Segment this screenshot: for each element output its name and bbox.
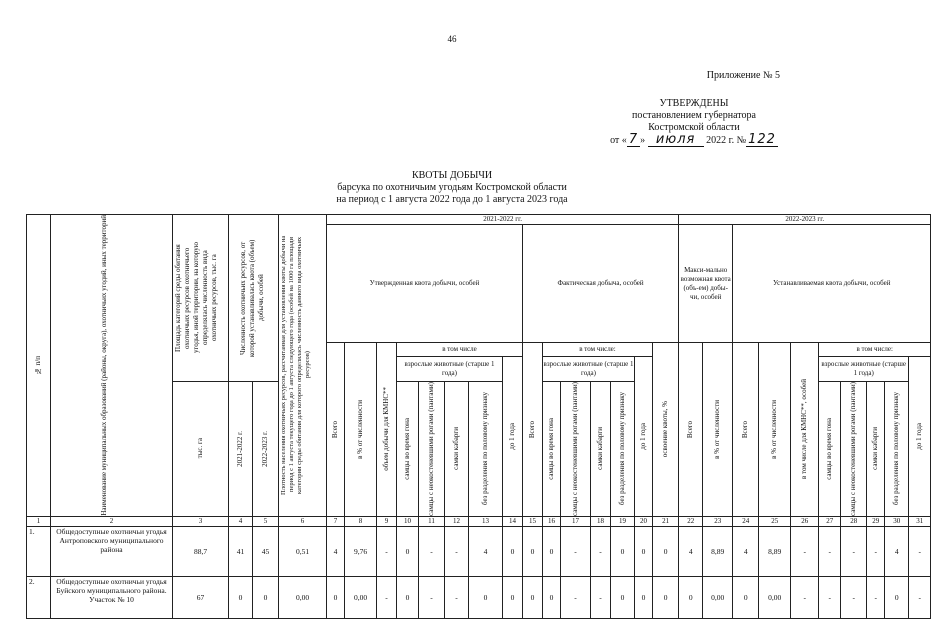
table-cell: -: [867, 576, 885, 618]
table-cell: -: [791, 576, 819, 618]
column-number: 14: [503, 516, 523, 526]
hdr-adults-1: взрослые животные (старше 1 года): [397, 357, 503, 381]
column-number: 7: [327, 516, 345, 526]
table-cell: 0: [327, 576, 345, 618]
row-name: Общедоступные охотничьи угодья Антроповского муниципального района: [51, 526, 173, 576]
hdr-pop-2022: 2022-2023 г.: [253, 381, 279, 516]
column-number: 26: [791, 516, 819, 526]
column-number: 9: [377, 516, 397, 526]
table-cell: 88,7: [173, 526, 229, 576]
column-number: 23: [703, 516, 733, 526]
quota-table: [26, 214, 931, 619]
hdr-pop-2021: 2021-2022 г.: [229, 381, 253, 516]
table-cell: 0: [635, 576, 653, 618]
approval-title: УТВЕРЖДЕНЫ: [659, 98, 729, 109]
handwritten-day: 7: [628, 132, 639, 147]
table-cell: -: [419, 576, 445, 618]
column-number: 15: [523, 516, 543, 526]
column-number: 4: [229, 516, 253, 526]
table-cell: 67: [173, 576, 229, 618]
table-cell: -: [791, 526, 819, 576]
table-cell: -: [419, 526, 445, 576]
hdr-total-3: Всего: [679, 343, 703, 517]
approval-date: от « 7 » июля 2022 г. № 122: [610, 132, 776, 147]
page-number: 46: [447, 34, 457, 44]
table-cell: 0: [653, 526, 679, 576]
column-number: 20: [635, 516, 653, 526]
hdr-pct-1: в % от численности: [345, 343, 377, 517]
table-cell: 0,00: [279, 576, 327, 618]
table-cell: -: [841, 576, 867, 618]
table-cell: 0: [543, 526, 561, 576]
table-cell: 0: [885, 576, 909, 618]
column-number: 22: [679, 516, 703, 526]
hdr-usage: освоение квоты, %: [653, 343, 679, 517]
table-cell: 41: [229, 526, 253, 576]
table-cell: 0: [503, 526, 523, 576]
hdr-nosex-2: без разделения по половому признаку: [611, 381, 635, 516]
document-title: [0, 170, 904, 206]
column-number: 1: [27, 516, 51, 526]
table-cell: -: [841, 526, 867, 576]
table-cell: 0,51: [279, 526, 327, 576]
data-rows: [27, 526, 931, 618]
table-cell: -: [591, 576, 611, 618]
column-number: 10: [397, 516, 419, 526]
hdr-under1-1: до 1 года: [503, 357, 523, 516]
hdr-incl-4: в том числе:: [819, 343, 931, 357]
table-cell: 8,89: [703, 526, 733, 576]
column-number: 30: [885, 516, 909, 526]
column-number: 28: [841, 516, 867, 526]
column-number: 19: [611, 516, 635, 526]
table-cell: -: [591, 526, 611, 576]
hdr-incl-2: в том числе:: [543, 343, 653, 357]
title-line3: на период с 1 августа 2022 года до 1 августа 2023 года: [336, 194, 568, 205]
approval-line2: Костромской области: [648, 122, 740, 133]
approval-line1: постановлением губернатора: [632, 110, 756, 121]
hdr-density: Плотность населения охотничьих ресурсов, рассчитанная для установления квоты добычи на период с 1 августа текущего года до 1 августа следующего года (особей на 1000 га площади категории среды обитания для которого определялась численность данного вида охотничьих ресурсов): [279, 215, 327, 517]
table-cell: 0: [523, 526, 543, 576]
table-cell: -: [377, 576, 397, 618]
row-number: 2.: [27, 576, 51, 618]
table-cell: 0: [635, 526, 653, 576]
column-number: 24: [733, 516, 759, 526]
hdr-males-rut-2: самцы во время гона: [543, 381, 561, 516]
column-number: 12: [445, 516, 469, 526]
table-cell: -: [819, 526, 841, 576]
table-cell: 0: [679, 576, 703, 618]
table-cell: -: [819, 576, 841, 618]
hdr-females-1: самки кабарги: [445, 381, 469, 516]
hdr-incl-1: в том числе: [397, 343, 523, 357]
hdr-kmns-4: в том числе для КМНС**, особей: [791, 343, 819, 517]
table-cell: -: [445, 576, 469, 618]
column-number: 5: [253, 516, 279, 526]
handwritten-month: июля: [648, 134, 704, 147]
table-cell: -: [909, 526, 931, 576]
column-number: 3: [173, 516, 229, 526]
table-cell: 0,00: [345, 576, 377, 618]
approval-block: [579, 98, 809, 147]
appendix-label: Приложение № 5: [706, 70, 780, 81]
table-cell: 0: [653, 576, 679, 618]
handwritten-number: 122: [748, 132, 776, 147]
table-cell: 0: [397, 576, 419, 618]
column-number: 31: [909, 516, 931, 526]
column-number: 11: [419, 516, 445, 526]
table-cell: 0: [611, 576, 635, 618]
hdr-approved-quota: Утвержденная квота добычи, особей: [327, 225, 523, 343]
table-cell: 0: [543, 576, 561, 618]
column-number: 29: [867, 516, 885, 526]
hdr-adults-2: взрослые животные (старше 1 года): [543, 357, 635, 381]
table-cell: 0,00: [703, 576, 733, 618]
table-row: [27, 526, 931, 576]
table-cell: 0: [397, 526, 419, 576]
column-numbers-row: [27, 516, 931, 526]
table-cell: 4: [327, 526, 345, 576]
hdr-period-2022: 2022-2023 гг.: [679, 215, 931, 225]
table-cell: 0: [611, 526, 635, 576]
table-cell: -: [445, 526, 469, 576]
row-name: Общедоступные охотничьи угодья Буйского муниципального района. Участок № 10: [51, 576, 173, 618]
hdr-males-rut-1: самцы во время гона: [397, 381, 419, 516]
hdr-kmns-1: объем добычи для КМНС**: [377, 343, 397, 517]
table-cell: -: [909, 576, 931, 618]
table-cell: 4: [885, 526, 909, 576]
hdr-males-antlers-1: самцы с неокостеневшими рогами (пантами): [419, 381, 445, 516]
hdr-males-antlers-4: самцы с неокостеневшими рогами (пантами): [841, 381, 867, 516]
hdr-area: Площадь категорий среды обитания охотничьих ресурсов охотничьего угодья, иной территории, на которую определялась численность вида охотничьих ресурсов, тыс. га: [173, 215, 229, 382]
hdr-total-4: Всего: [733, 343, 759, 517]
hdr-nosex-1: без разделения по половому признаку: [469, 381, 503, 516]
table-cell: 0: [469, 576, 503, 618]
hdr-under1-4: до 1 года: [909, 357, 931, 516]
hdr-num: № п/п: [27, 215, 51, 517]
hdr-total-1: Всего: [327, 343, 345, 517]
table-cell: 8,89: [759, 526, 791, 576]
table-cell: 0: [523, 576, 543, 618]
table-cell: 45: [253, 526, 279, 576]
column-number: 21: [653, 516, 679, 526]
table-cell: 0: [253, 576, 279, 618]
hdr-population: Численность охотничьих ресурсов, от которой устанавливалась квота (объем) добычи, особей: [229, 215, 279, 382]
column-number: 27: [819, 516, 841, 526]
column-number: 2: [51, 516, 173, 526]
hdr-males-rut-4: самцы во время гона: [819, 381, 841, 516]
table-cell: 0: [733, 576, 759, 618]
table-cell: 4: [469, 526, 503, 576]
column-number: 6: [279, 516, 327, 526]
column-number: 18: [591, 516, 611, 526]
table-cell: 4: [733, 526, 759, 576]
row-number: 1.: [27, 526, 51, 576]
hdr-females-2: самки кабарги: [591, 381, 611, 516]
hdr-area-unit: тыс. га: [173, 381, 229, 516]
hdr-under1-2: до 1 года: [635, 357, 653, 516]
hdr-adults-4: взрослые животные (старше 1 года): [819, 357, 909, 381]
table-cell: 9,76: [345, 526, 377, 576]
hdr-period-2021: 2021-2022 гг.: [327, 215, 679, 225]
hdr-pct-3: в % от численности: [703, 343, 733, 517]
table-cell: -: [561, 526, 591, 576]
table-cell: -: [561, 576, 591, 618]
column-number: 13: [469, 516, 503, 526]
title-line1: КВОТЫ ДОБЫЧИ: [411, 170, 493, 181]
table-cell: 0: [503, 576, 523, 618]
hdr-nosex-4: без разделения по половому признаку: [885, 381, 909, 516]
title-line2: барсука по охотничьим угодьям Костромской области: [337, 182, 567, 193]
column-number: 17: [561, 516, 591, 526]
table-cell: 0,00: [759, 576, 791, 618]
hdr-max-quota: Макси-мально возможная квота (объ-ем) добы-чи, особей: [679, 225, 733, 343]
table-cell: -: [377, 526, 397, 576]
hdr-name: Наименование муниципальных образований (районы, округа), охотничьих угодий, иных территорий: [51, 215, 173, 517]
table-cell: 4: [679, 526, 703, 576]
hdr-actual-catch: Фактическая добыча, особей: [523, 225, 679, 343]
table-cell: -: [867, 526, 885, 576]
hdr-total-2: Всего: [523, 343, 543, 517]
hdr-females-4: самки кабарги: [867, 381, 885, 516]
column-number: 16: [543, 516, 561, 526]
hdr-pct-4: в % от численности: [759, 343, 791, 517]
hdr-males-antlers-2: самцы с неокостеневшими рогами (пантами): [561, 381, 591, 516]
hdr-established-quota: Устанавливаемая квота добычи, особей: [733, 225, 931, 343]
table-cell: 0: [229, 576, 253, 618]
column-number: 8: [345, 516, 377, 526]
column-number: 25: [759, 516, 791, 526]
table-row: [27, 576, 931, 618]
